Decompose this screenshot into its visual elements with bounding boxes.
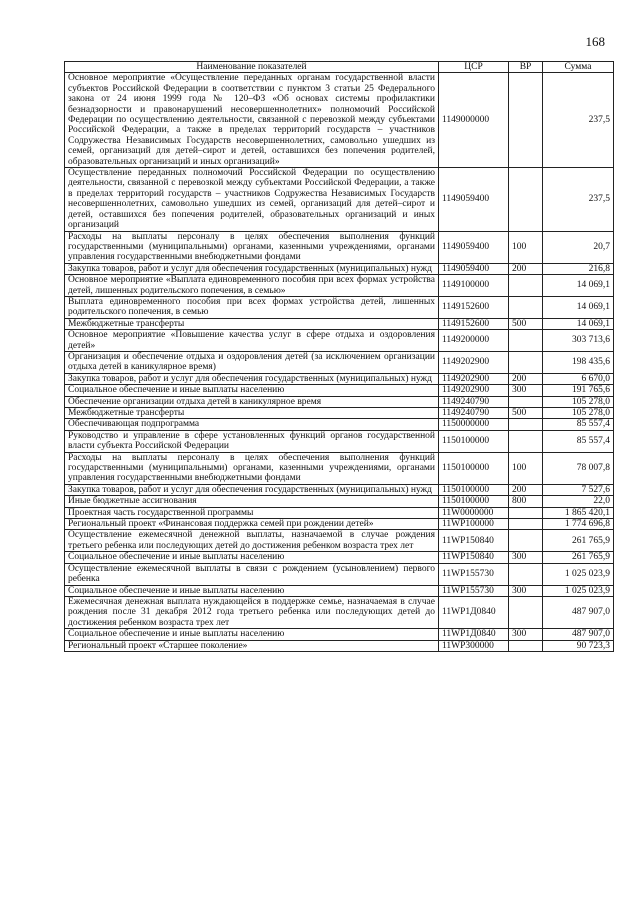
row-name-cell: Социальное обеспечение и иные выплаты населению: [65, 585, 439, 596]
header-vr: ВР: [509, 62, 543, 73]
row-vr-cell: 300: [509, 629, 543, 640]
row-vr-cell: 300: [509, 552, 543, 563]
row-name-cell: Обеспечение организации отдыха детей в каникулярное время: [65, 396, 439, 407]
row-sum-cell: 261 765,9: [543, 530, 614, 552]
row-name-cell: Расходы на выплаты персоналу в целях обеспечения выполнения функций государственными (муниципальными) органами, казенными учреждениями, органами управления государственными внебюджетными фондами: [65, 452, 439, 484]
row-name-cell: Межбюджетные трансферты: [65, 408, 439, 419]
row-sum-cell: 198 435,6: [543, 351, 614, 373]
row-name-cell: Организация и обеспечение отдыха и оздоровления детей (за исключением организации отдыха детей в каникулярное время): [65, 351, 439, 373]
row-name-cell: Проектная часть государственной программы: [65, 507, 439, 518]
row-csr-cell: 1149059400: [439, 263, 509, 274]
table-row: [65, 640, 614, 651]
row-sum-cell: 14 069,1: [543, 318, 614, 329]
row-vr-cell: [509, 563, 543, 585]
row-vr-cell: [509, 507, 543, 518]
row-sum-cell: 237,5: [543, 168, 614, 231]
row-csr-cell: 1149059400: [439, 231, 509, 263]
row-csr-cell: 1149200000: [439, 330, 509, 352]
row-vr-cell: [509, 168, 543, 231]
row-vr-cell: 800: [509, 496, 543, 507]
row-name-cell: Ежемесячная денежная выплата нуждающейся в поддержке семье, назначаемая в случае рождения после 31 декабря 2012 года третьего ребенка или последующих детей до достижения ребенком возраста трех лет: [65, 596, 439, 628]
row-vr-cell: 100: [509, 231, 543, 263]
row-sum-cell: 22,0: [543, 496, 614, 507]
row-csr-cell: 1149152600: [439, 296, 509, 318]
row-name-cell: Региональный проект «Финансовая поддержка семей при рождении детей»: [65, 519, 439, 530]
row-sum-cell: 85 557,4: [543, 419, 614, 430]
row-vr-cell: [509, 396, 543, 407]
row-name-cell: Социальное обеспечение и иные выплаты населению: [65, 552, 439, 563]
row-sum-cell: 6 670,0: [543, 373, 614, 384]
row-sum-cell: 90 723,3: [543, 640, 614, 651]
row-name-cell: Расходы на выплаты персоналу в целях обеспечения выполнения функций государственными (муниципальными) органами, казенными учреждениями, органами управления государственными внебюджетными фондами: [65, 231, 439, 263]
row-csr-cell: 11WP1Д0840: [439, 629, 509, 640]
row-csr-cell: 1149000000: [439, 73, 509, 168]
row-csr-cell: 11WP155730: [439, 563, 509, 585]
row-vr-cell: [509, 351, 543, 373]
row-name-cell: Региональный проект «Старшее поколение»: [65, 640, 439, 651]
row-csr-cell: 1150100000: [439, 496, 509, 507]
row-sum-cell: 7 527,6: [543, 484, 614, 495]
row-sum-cell: 78 007,8: [543, 452, 614, 484]
row-csr-cell: 1149152600: [439, 318, 509, 329]
page-number: 168: [585, 34, 605, 49]
row-csr-cell: 1149100000: [439, 275, 509, 297]
table-row: [65, 552, 614, 563]
row-csr-cell: 1149059400: [439, 168, 509, 231]
row-vr-cell: [509, 430, 543, 452]
row-csr-cell: 1150100000: [439, 484, 509, 495]
row-vr-cell: 200: [509, 373, 543, 384]
row-vr-cell: 500: [509, 408, 543, 419]
row-sum-cell: 261 765,9: [543, 552, 614, 563]
table-row: [65, 396, 614, 407]
row-vr-cell: [509, 419, 543, 430]
row-name-cell: Выплата единовременного пособия при всех формах устройства детей, лишенных родительского попечения, в семью: [65, 296, 439, 318]
table-row: [65, 263, 614, 274]
table-row: [65, 452, 614, 484]
table-row: [65, 385, 614, 396]
table-row: [65, 530, 614, 552]
table-row: [65, 73, 614, 168]
row-csr-cell: 11W0000000: [439, 507, 509, 518]
row-csr-cell: 1149202900: [439, 385, 509, 396]
table-row: [65, 596, 614, 628]
row-vr-cell: [509, 519, 543, 530]
table-row: [65, 419, 614, 430]
row-vr-cell: [509, 275, 543, 297]
row-sum-cell: 303 713,6: [543, 330, 614, 352]
table-row: [65, 275, 614, 297]
row-sum-cell: 487 907,0: [543, 629, 614, 640]
row-csr-cell: 11WP1Д0840: [439, 596, 509, 628]
row-vr-cell: [509, 330, 543, 352]
row-sum-cell: 105 278,0: [543, 396, 614, 407]
table-row: [65, 231, 614, 263]
row-sum-cell: 20,7: [543, 231, 614, 263]
row-name-cell: Осуществление ежемесячной денежной выплаты, назначаемой в случае рождения третьего ребенка или последующих детей до достижения ребенком возраста трех лет: [65, 530, 439, 552]
table-row: [65, 629, 614, 640]
row-sum-cell: 105 278,0: [543, 408, 614, 419]
row-name-cell: Иные бюджетные ассигнования: [65, 496, 439, 507]
row-csr-cell: 1149202900: [439, 373, 509, 384]
row-sum-cell: 85 557,4: [543, 430, 614, 452]
row-name-cell: Осуществление ежемесячной выплаты в связи с рождением (усыновлением) первого ребенка: [65, 563, 439, 585]
row-name-cell: Закупка товаров, работ и услуг для обеспечения государственных (муниципальных) нужд: [65, 484, 439, 495]
table-row: [65, 330, 614, 352]
table-row: [65, 430, 614, 452]
row-vr-cell: 300: [509, 585, 543, 596]
row-csr-cell: 1150000000: [439, 419, 509, 430]
row-csr-cell: 11WP155730: [439, 585, 509, 596]
row-vr-cell: 100: [509, 452, 543, 484]
row-vr-cell: 500: [509, 318, 543, 329]
row-csr-cell: 1149202900: [439, 351, 509, 373]
row-sum-cell: 216,8: [543, 263, 614, 274]
row-csr-cell: 11WP150840: [439, 552, 509, 563]
table-row: [65, 408, 614, 419]
row-csr-cell: 1149240790: [439, 396, 509, 407]
table-row: [65, 296, 614, 318]
table-body: [65, 73, 614, 652]
row-name-cell: Закупка товаров, работ и услуг для обеспечения государственных (муниципальных) нужд: [65, 373, 439, 384]
header-csr: ЦСР: [439, 62, 509, 73]
header-name: Наименование показателей: [65, 62, 439, 73]
row-sum-cell: 237,5: [543, 73, 614, 168]
row-name-cell: Руководство и управление в сфере установленных функций органов государственной власти субъекта Российской Федерации: [65, 430, 439, 452]
table-row: [65, 373, 614, 384]
row-sum-cell: 1 025 023,9: [543, 563, 614, 585]
row-csr-cell: 1150100000: [439, 452, 509, 484]
header-sum: Сумма: [543, 62, 614, 73]
row-csr-cell: 1150100000: [439, 430, 509, 452]
row-vr-cell: [509, 640, 543, 651]
row-sum-cell: 1 774 696,8: [543, 519, 614, 530]
table-row: [65, 585, 614, 596]
row-csr-cell: 11WP100000: [439, 519, 509, 530]
row-name-cell: Основное мероприятие «Выплата единовременного пособия при всех формах устройства детей, лишенных родительского попечения, в семью»: [65, 275, 439, 297]
row-sum-cell: 1 025 023,9: [543, 585, 614, 596]
row-vr-cell: [509, 73, 543, 168]
row-csr-cell: 1149240790: [439, 408, 509, 419]
table-row: [65, 563, 614, 585]
row-name-cell: Осуществление переданных полномочий Российской Федерации по осуществлению деятельности, связанной с перевозкой между субъектами Российской Федерации, а также в пределах территорий государств – участников Содружества Независимых Государств несовершеннолетних, самовольно ушедших из семей, организаций для детей–сирот и детей, оставшихся без попечения родителей, образовательных организаций и иных организаций: [65, 168, 439, 231]
row-name-cell: Основное мероприятие «Повышение качества услуг в сфере отдыха и оздоровления детей»: [65, 330, 439, 352]
row-sum-cell: 1 865 420,1: [543, 507, 614, 518]
row-vr-cell: 300: [509, 385, 543, 396]
row-vr-cell: [509, 296, 543, 318]
table-row: [65, 318, 614, 329]
row-csr-cell: 11WP150840: [439, 530, 509, 552]
row-name-cell: Социальное обеспечение и иные выплаты населению: [65, 629, 439, 640]
table-row: [65, 519, 614, 530]
table-row: [65, 351, 614, 373]
table-header-row: [65, 62, 614, 73]
budget-table: [64, 61, 614, 652]
table-row: [65, 168, 614, 231]
table-row: [65, 507, 614, 518]
row-vr-cell: [509, 530, 543, 552]
row-name-cell: Закупка товаров, работ и услуг для обеспечения государственных (муниципальных) нужд: [65, 263, 439, 274]
table-row: [65, 484, 614, 495]
row-sum-cell: 191 765,6: [543, 385, 614, 396]
row-name-cell: Межбюджетные трансферты: [65, 318, 439, 329]
row-sum-cell: 14 069,1: [543, 296, 614, 318]
table-row: [65, 496, 614, 507]
row-vr-cell: [509, 596, 543, 628]
row-vr-cell: 200: [509, 484, 543, 495]
row-name-cell: Социальное обеспечение и иные выплаты населению: [65, 385, 439, 396]
row-sum-cell: 14 069,1: [543, 275, 614, 297]
row-vr-cell: 200: [509, 263, 543, 274]
row-name-cell: Обеспечивающая подпрограмма: [65, 419, 439, 430]
row-csr-cell: 11WP300000: [439, 640, 509, 651]
row-sum-cell: 487 907,0: [543, 596, 614, 628]
row-name-cell: Основное мероприятие «Осуществление переданных органам государственной власти субъектов Российской Федерации в соответствии с пунктом 3 статьи 25 Федерального закона от 24 июня 1999 года № 120–ФЗ «Об основах системы профилактики безнадзорности и правонарушений несовершеннолетних» полномочий Российской Федерации по осуществлению деятельности, связанной с перевозкой между субъектами Российской Федерации, а также в пределах территорий государств – участников Содружества Независимых Государств несовершеннолетних, самовольно ушедших из семей, организаций для детей–сирот и детей, оставшихся без попечения родителей, образовательных организаций и иных организаций»: [65, 73, 439, 168]
